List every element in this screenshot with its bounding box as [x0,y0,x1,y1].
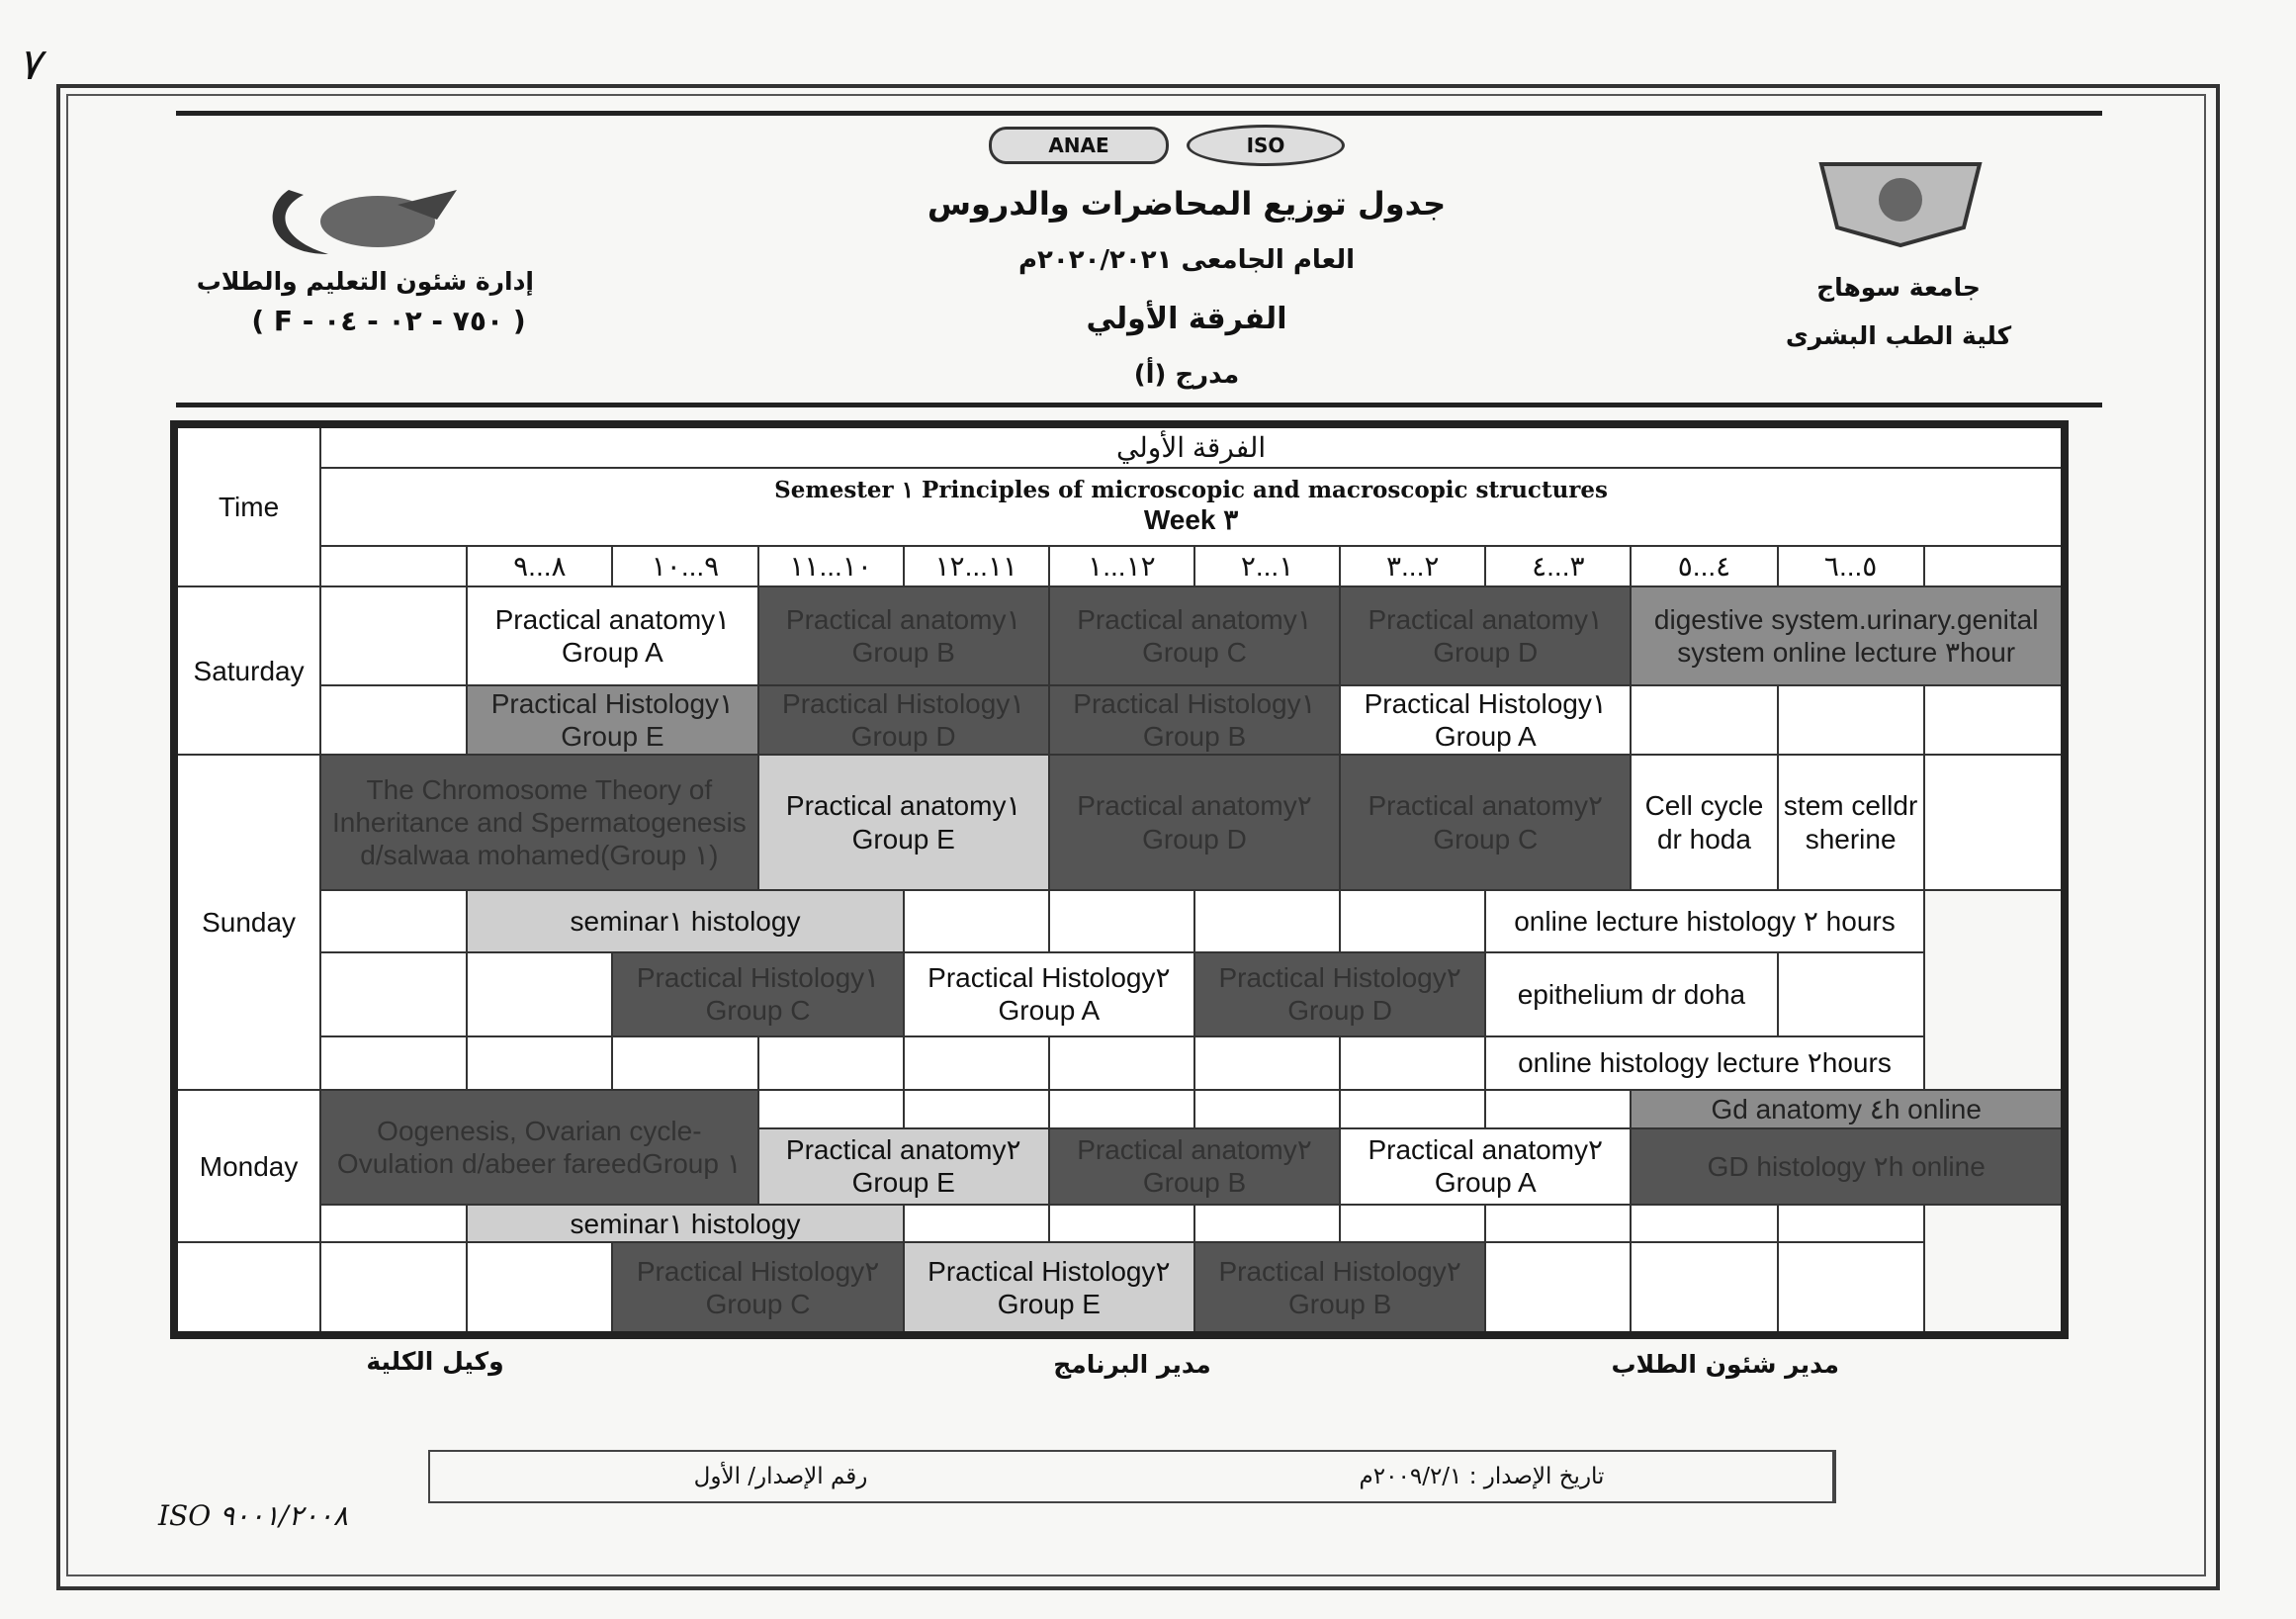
lecture-cell: Oogenesis, Ovarian cycle- Ovulation d/abeer fareedGroup ١ [320,1090,757,1205]
vice-dean-signature: وكيل الكلية [366,1347,504,1376]
empty-cell [320,890,467,952]
session-cell: Practical Histology٢ Group D [1194,952,1485,1036]
student-affairs-signature: مدير شئون الطلاب [1611,1350,1839,1379]
time-header: Time [174,424,320,586]
header-bottom-rule [176,403,2102,407]
empty-cell [1194,1036,1340,1090]
faculty-name: كلية الطب البشرى [1785,321,2012,350]
empty-cell [904,1036,1049,1090]
slot-header: ٣...٤ [1485,546,1631,586]
seminar-cell: seminar١ histology [467,1205,903,1243]
slot-header: ٥...٦ [1778,546,1924,586]
empty-cell [320,685,467,755]
left-emblem-icon [259,180,479,259]
session-cell: Practical Histology١ Group D [758,685,1049,755]
empty-cell [320,586,467,686]
online-lecture-cell: online histology lecture ٢hours [1485,1036,1923,1090]
empty-cell [467,1036,612,1090]
empty-cell [904,890,1049,952]
slot-header: ١...٢ [1194,546,1340,586]
lecture-cell: stem celldr sherine [1778,755,1924,889]
empty-cell [1485,1090,1631,1128]
empty-cell [320,1242,467,1335]
empty-cell [1194,890,1340,952]
online-lecture-cell: GD histology ٢h online [1631,1128,2065,1205]
session-cell: Practical anatomy٢ Group D [1049,755,1340,889]
empty-cell [1049,1090,1194,1128]
empty-cell [1778,1205,1924,1243]
day-monday: Monday [174,1090,320,1243]
empty-cell [904,1090,1049,1128]
schedule-table [170,420,2069,1339]
slot-header [1924,546,2065,586]
schedule-title: جدول توزيع المحاضرات والدروس [927,185,1447,223]
anae-logo: ANAE [989,127,1169,164]
hall-label: مدرج (أ) [1133,360,1240,390]
empty-cell [467,1242,612,1335]
corner-mark: ٧ [18,40,42,90]
session-cell: Practical anatomy٢ Group E [758,1128,1049,1205]
session-cell: Practical Histology٢ Group E [904,1242,1194,1335]
academic-year: العام الجامعى ٢٠٢٠/٢٠٢١م [1017,245,1356,275]
empty-cell [1631,1242,1777,1335]
issue-date: تاريخ الإصدار : ٢٠٠٩/٢/١م [1131,1452,1834,1501]
session-cell: Practical Histology١ Group E [467,685,757,755]
program-director-signature: مدير البرنامج [1053,1350,1211,1379]
university-name: جامعة سوهاج [1816,273,1981,302]
empty-cell [1340,890,1485,952]
session-cell: Practical Histology١ Group A [1340,685,1631,755]
empty-cell [904,1205,1049,1243]
session-cell: Practical Histology١ Group B [1049,685,1340,755]
empty-cell [758,1036,904,1090]
empty-cell [1340,1205,1485,1243]
online-lecture-cell: Gd anatomy ٤h online [1631,1090,2065,1128]
semester-header [320,468,2065,546]
session-cell: Practical anatomy١ Group B [758,586,1049,686]
group-header: الفرقة الأولي [320,424,2065,468]
slot-header: ١٠...١١ [758,546,904,586]
issue-info-box [428,1450,1836,1503]
slot-header: ١٢...١ [1049,546,1194,586]
session-cell: digestive system.urinary.genital system online lecture ٣hour [1631,586,2065,686]
empty-cell [1049,1036,1194,1090]
lecture-cell: The Chromosome Theory of Inheritance and Spermatogenesis d/salwaa mohamed(Group ١) [320,755,757,889]
empty-cell [1631,685,1777,755]
form-code: ( F - ٧٥٠ - ٠٢ - ٠٤ ) [251,305,526,337]
session-cell: Practical Histology١ Group C [612,952,903,1036]
empty-cell [467,952,612,1036]
day-saturday: Saturday [174,586,320,756]
empty-cell [1340,1090,1485,1128]
empty-cell [1049,890,1194,952]
empty-cell [1340,1036,1485,1090]
empty-cell [320,1036,467,1090]
university-seal-icon [1815,158,1986,249]
session-cell: Practical anatomy٢ Group C [1340,755,1631,889]
issue-number: رقم الإصدار/ الأول [693,1464,868,1489]
empty-cell [1049,1205,1194,1243]
empty-cell [1924,755,2065,889]
session-cell: Practical Histology٢ Group C [612,1242,903,1335]
empty-cell [174,1242,320,1335]
session-cell: Practical anatomy١ Group E [758,755,1049,889]
seminar-cell: seminar١ histology [467,890,903,952]
session-cell: Practical anatomy١ Group C [1049,586,1340,686]
session-cell: Practical Histology٢ Group A [904,952,1194,1036]
session-cell: Practical anatomy١ Group A [467,586,757,686]
empty-cell [1924,685,2065,755]
empty-cell [1778,685,1924,755]
empty-cell [612,1036,757,1090]
lecture-cell: Cell cycle dr hoda [1631,755,1777,889]
empty-cell [1778,1242,1924,1335]
iso-cert-logo: ISO [1187,125,1345,166]
iso-label: ISO ٩٠٠١/٢٠٠٨ [158,1499,348,1532]
education-dept-label: إدارة شئون التعليم والطلاب [196,267,534,296]
empty-cell [1194,1205,1340,1243]
slot-header: ٨...٩ [467,546,612,586]
empty-cell [1778,952,1924,1036]
top-rule [176,111,2102,116]
online-lecture-cell: online lecture histology ٢ hours [1485,890,1923,952]
empty-cell [320,1205,467,1243]
session-cell: Practical anatomy٢ Group B [1049,1128,1340,1205]
session-cell: Practical Histology٢ Group B [1194,1242,1485,1335]
session-cell: Practical anatomy٢ Group A [1340,1128,1631,1205]
day-sunday: Sunday [174,755,320,1089]
empty-cell [1485,1242,1631,1335]
slot-header: ٩...١٠ [612,546,757,586]
week-line: Week ٣ [1143,504,1239,536]
semester-line: Semester ١ Principles of microscopic and macroscopic structures [774,477,1608,504]
session-cell: Practical anatomy١ Group D [1340,586,1631,686]
empty-cell [1194,1090,1340,1128]
empty-cell [758,1090,904,1128]
lecture-cell: epithelium dr doha [1485,952,1777,1036]
empty-cell [320,952,467,1036]
level-title: الفرقة الأولي [1086,302,1287,336]
empty-cell [1631,1205,1777,1243]
slot-header: ٤...٥ [1631,546,1777,586]
slot-header: ١١...١٢ [904,546,1049,586]
slot-blank [320,546,467,586]
empty-cell [1485,1205,1631,1243]
slot-header: ٢...٣ [1340,546,1485,586]
